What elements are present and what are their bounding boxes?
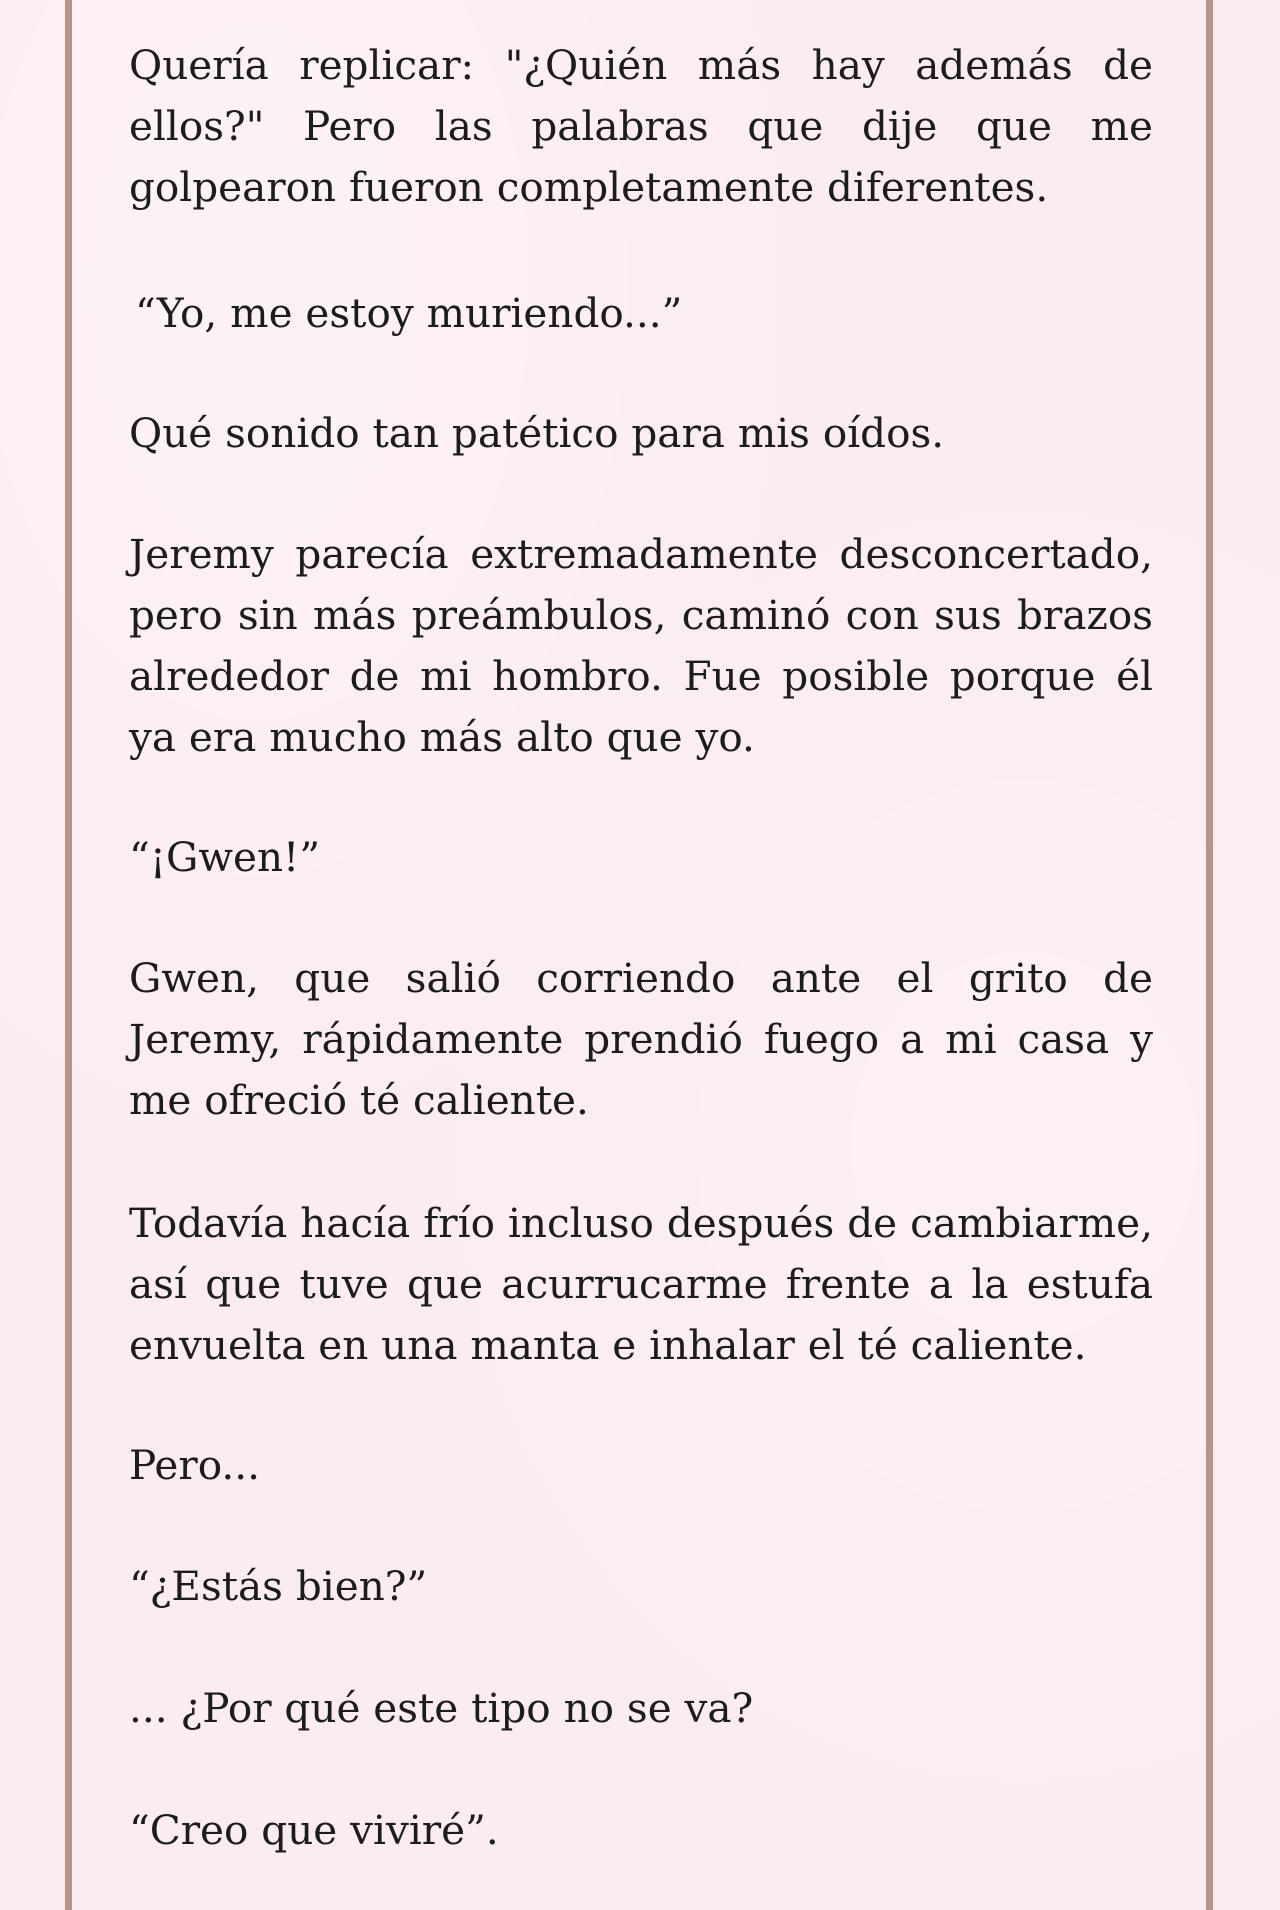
paragraph-4: Jeremy parecía extremadamente desconcertado, pero sin más preámbulos, caminó con sus brazos alrededor de mi hombro. Fue posible porque él ya era mucho más alto que yo. bbox=[129, 530, 1153, 761]
paragraph-11: “Creo que viviré”. bbox=[129, 1806, 499, 1854]
paragraph-5: “¡Gwen!” bbox=[129, 833, 321, 881]
left-border bbox=[65, 0, 72, 1910]
paragraph-1: Quería replicar: "¿Quién más hay además de ellos?" Pero las palabras que dije que me golpearon fueron completamente diferentes. bbox=[129, 41, 1153, 211]
right-border bbox=[1206, 0, 1213, 1910]
paragraph-2: “Yo, me estoy muriendo...” bbox=[135, 289, 683, 337]
paragraph-10: ... ¿Por qué este tipo no se va? bbox=[129, 1684, 754, 1732]
paragraph-6: Gwen, que salió corriendo ante el grito de Jeremy, rápidamente prendió fuego a mi casa y me ofreció té caliente. bbox=[129, 954, 1153, 1124]
paragraph-8: Pero... bbox=[129, 1441, 261, 1489]
paragraph-9: “¿Estás bien?” bbox=[129, 1562, 428, 1610]
paragraph-3: Qué sonido tan patético para mis oídos. bbox=[129, 409, 945, 457]
paragraph-7: Todavía hacía frío incluso después de cambiarme, así que tuve que acurrucarme frente a la estufa envuelta en una manta e inhalar el té caliente. bbox=[129, 1199, 1153, 1369]
